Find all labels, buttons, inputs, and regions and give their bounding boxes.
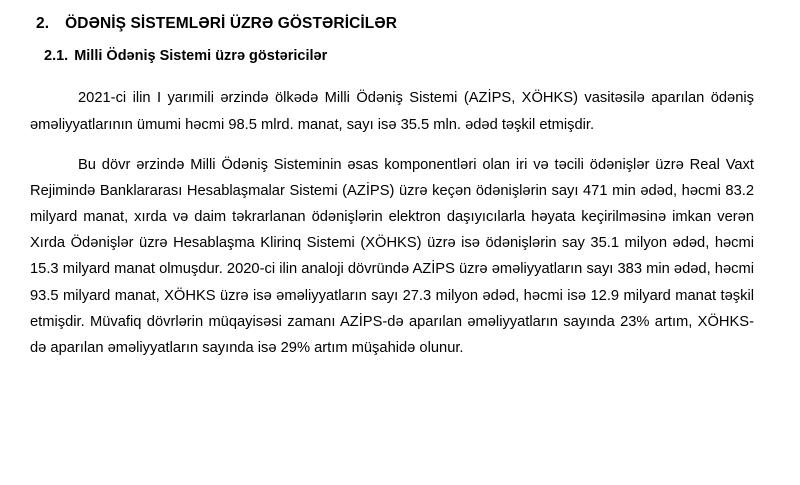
paragraph-text: 2021-ci ilin I yarımili ərzində ölkədə Milli Ödəniş Sistemi (AZİPS, XÖHKS) vasitəsilə aparılan ödəniş əməliyyatlarının ümumi həcmi 98.5 mlrd. manat, sayı isə 35.5 mln. ədəd təşkil etmişdir. <box>30 90 754 133</box>
paragraph <box>28 152 762 361</box>
paragraph-text: Bu dövr ərzində Milli Ödəniş Sisteminin əsas komponentləri olan iri və təcili ödənişlər üzrə Real Vaxt Rejimində Banklararası Hesablaşmalar Sistemi (AZİPS) üzrə keçən ödənişlərin sayı 471 min ədəd, həcmi 83.2 milyard manat, xırda və daim təkrarlanan ödənişlərin elektron daşıyıcılarla həyata keçirilməsinə imkan verən Xırda Ödənişlər üzrə Hesablaşma Klirinq Sistemi (XÖHKS) üzrə isə ödənişlərin say 35.1 milyon ədəd, həcmi 15.3 milyard manat olmuşdur. 2020-ci ilin analoji dövründə AZİPS üzrə əməliyyatların sayı 383 min ədəd, həcmi 93.5 milyard manat, XÖHKS üzrə isə əməliyyatların sayı 27.3 milyon ədəd, həcmi isə 12.9 milyard manat təşkil etmişdir. Müvafiq dövrlərin müqayisəsi zamanı AZİPS-də aparılan əməliyyatların sayında 23% artım, XÖHKS-də aparılan əməliyyatların sayında isə 29% artım müşahidə olunur. <box>30 156 754 356</box>
section-heading <box>28 14 762 35</box>
paragraph <box>28 85 762 137</box>
subsection-heading-number: 2.1. <box>44 47 69 64</box>
subsection-heading-text: Milli Ödəniş Sistemi üzrə göstəricilər <box>74 47 328 64</box>
section-heading-text: ÖDƏNİŞ SİSTEMLƏRİ ÜZRƏ GÖSTƏRİCİLƏR <box>65 15 398 32</box>
section-heading-number: 2. <box>36 15 50 32</box>
subsection-heading <box>28 47 762 67</box>
